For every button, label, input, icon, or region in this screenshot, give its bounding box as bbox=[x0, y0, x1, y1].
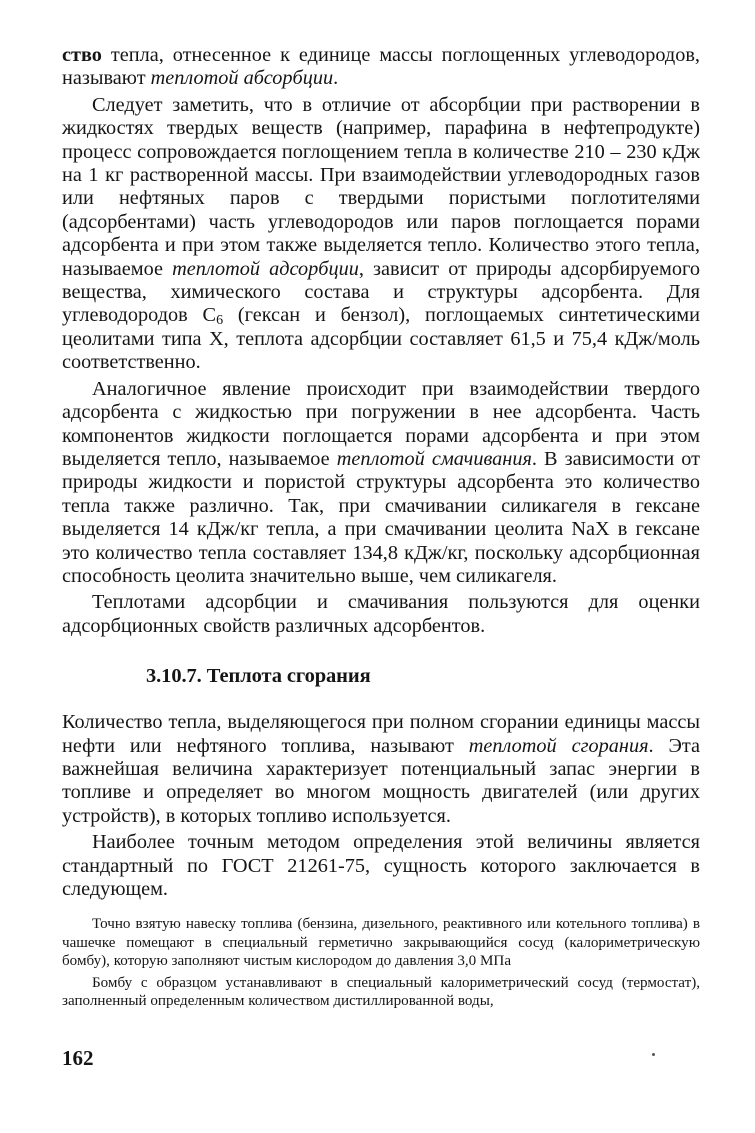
paragraph-wetting bbox=[62, 378, 700, 589]
text-fragment: Следует заметить, что в отличие от абсорбции при растворении в жидкостях твердых веществ (например, парафина в нефтепродукте) процесс сопровождается поглощением тепла в количестве 210 – 230 кДж на 1 кг растворенной массы. При взаимодействии углеводородных газов или нефтяных паров с твердыми пористыми поглотителями (адсорбентами) часть углеводородов или паров поглощается порами адсорбента и при этом также выделяется тепло. Количество этого тепла, называемое bbox=[62, 93, 700, 280]
text-fragment: (гексан и бензол), поглощаемых синтетическими цеолитами типа X, теплота адсорбции составляет 61,5 и 75,4 кДж/моль соответственно. bbox=[62, 304, 700, 374]
text-fragment: тепла, отнесенное к единице массы поглощенных углеводородов, называют bbox=[62, 44, 700, 90]
paragraph-adsorption bbox=[62, 94, 700, 375]
page-content bbox=[62, 44, 700, 1010]
print-speck bbox=[652, 1053, 655, 1056]
term-wetting-heat: теплотой смачивания bbox=[336, 447, 532, 470]
term-absorption-heat: теплотой абсорбции bbox=[150, 67, 334, 90]
text-fragment: . bbox=[333, 67, 339, 90]
section-heading: 3.10.7. Теплота сгорания bbox=[146, 665, 371, 688]
text-fragment: . В зависимости от природы жидкости и пористой структуры адсорбента это количество тепла также различно. Так, при смачивании силикагеля в гексане выделяется 14 кДж/кг тепла, а при смачивании цеолита NaX в гексане это количество тепла составляет 134,8 кДж/кг, поскольку адсорбционная способность цеолита значительно выше, чем силикагеля. bbox=[62, 447, 700, 587]
text-fragment: , зависит от природы адсорбируемого вещества, химического состава и структуры адсорбента. Для углеводородов С bbox=[62, 257, 700, 327]
subscript: 6 bbox=[216, 313, 224, 329]
paragraph-combustion-heat bbox=[62, 711, 700, 828]
text-fragment: Аналогичное явление происходит при взаимодействии твердого адсорбента с жидкостью при погружении в нее адсорбента. Часть компонентов жидкости поглощается порами адсорбента и при этом выделяется тепло, называемое bbox=[62, 377, 700, 470]
bold-fragment: ство bbox=[62, 44, 102, 66]
term-adsorption-heat: теплотой адсорбции bbox=[172, 257, 359, 280]
paragraph-gost-method: Наиболее точным методом определения этой величины является стандартный по ГОСТ 21261-75, сущность которого заключается в следующем. bbox=[62, 831, 700, 900]
page-number: 162 bbox=[62, 1046, 94, 1070]
small-paragraph-bomb: Бомбу с образцом устанавливают в специальный калориметрический сосуд (термостат), заполненный определенным количеством дистиллированной воды, bbox=[62, 975, 700, 1010]
term-combustion-heat: теплотой сгорания bbox=[468, 734, 649, 757]
text-fragment: . Эта важнейшая величина характеризует потенциальный запас энергии в топливе и определяет во многом мощность двигателей (или других устройств), в которых топливо используется. bbox=[62, 734, 700, 827]
text-fragment: Количество тепла, выделяющегося при полном сгорании единицы массы нефти или нефтяного топлива, называют bbox=[62, 711, 700, 757]
small-paragraph-sample: Точно взятую навеску топлива (бензина, дизельного, реактивного или котельного топлива) в чашечке помещают в специальный герметично закрывающийся сосуд (калориметрическую бомбу), которую заполняют чистым кислородом до давления 3,0 МПа bbox=[62, 916, 700, 969]
paragraph-usage: Теплотами адсорбции и смачивания пользуются для оценки адсорбционных свойств различных адсорбентов. bbox=[62, 591, 700, 637]
paragraph-continuation bbox=[62, 44, 700, 91]
